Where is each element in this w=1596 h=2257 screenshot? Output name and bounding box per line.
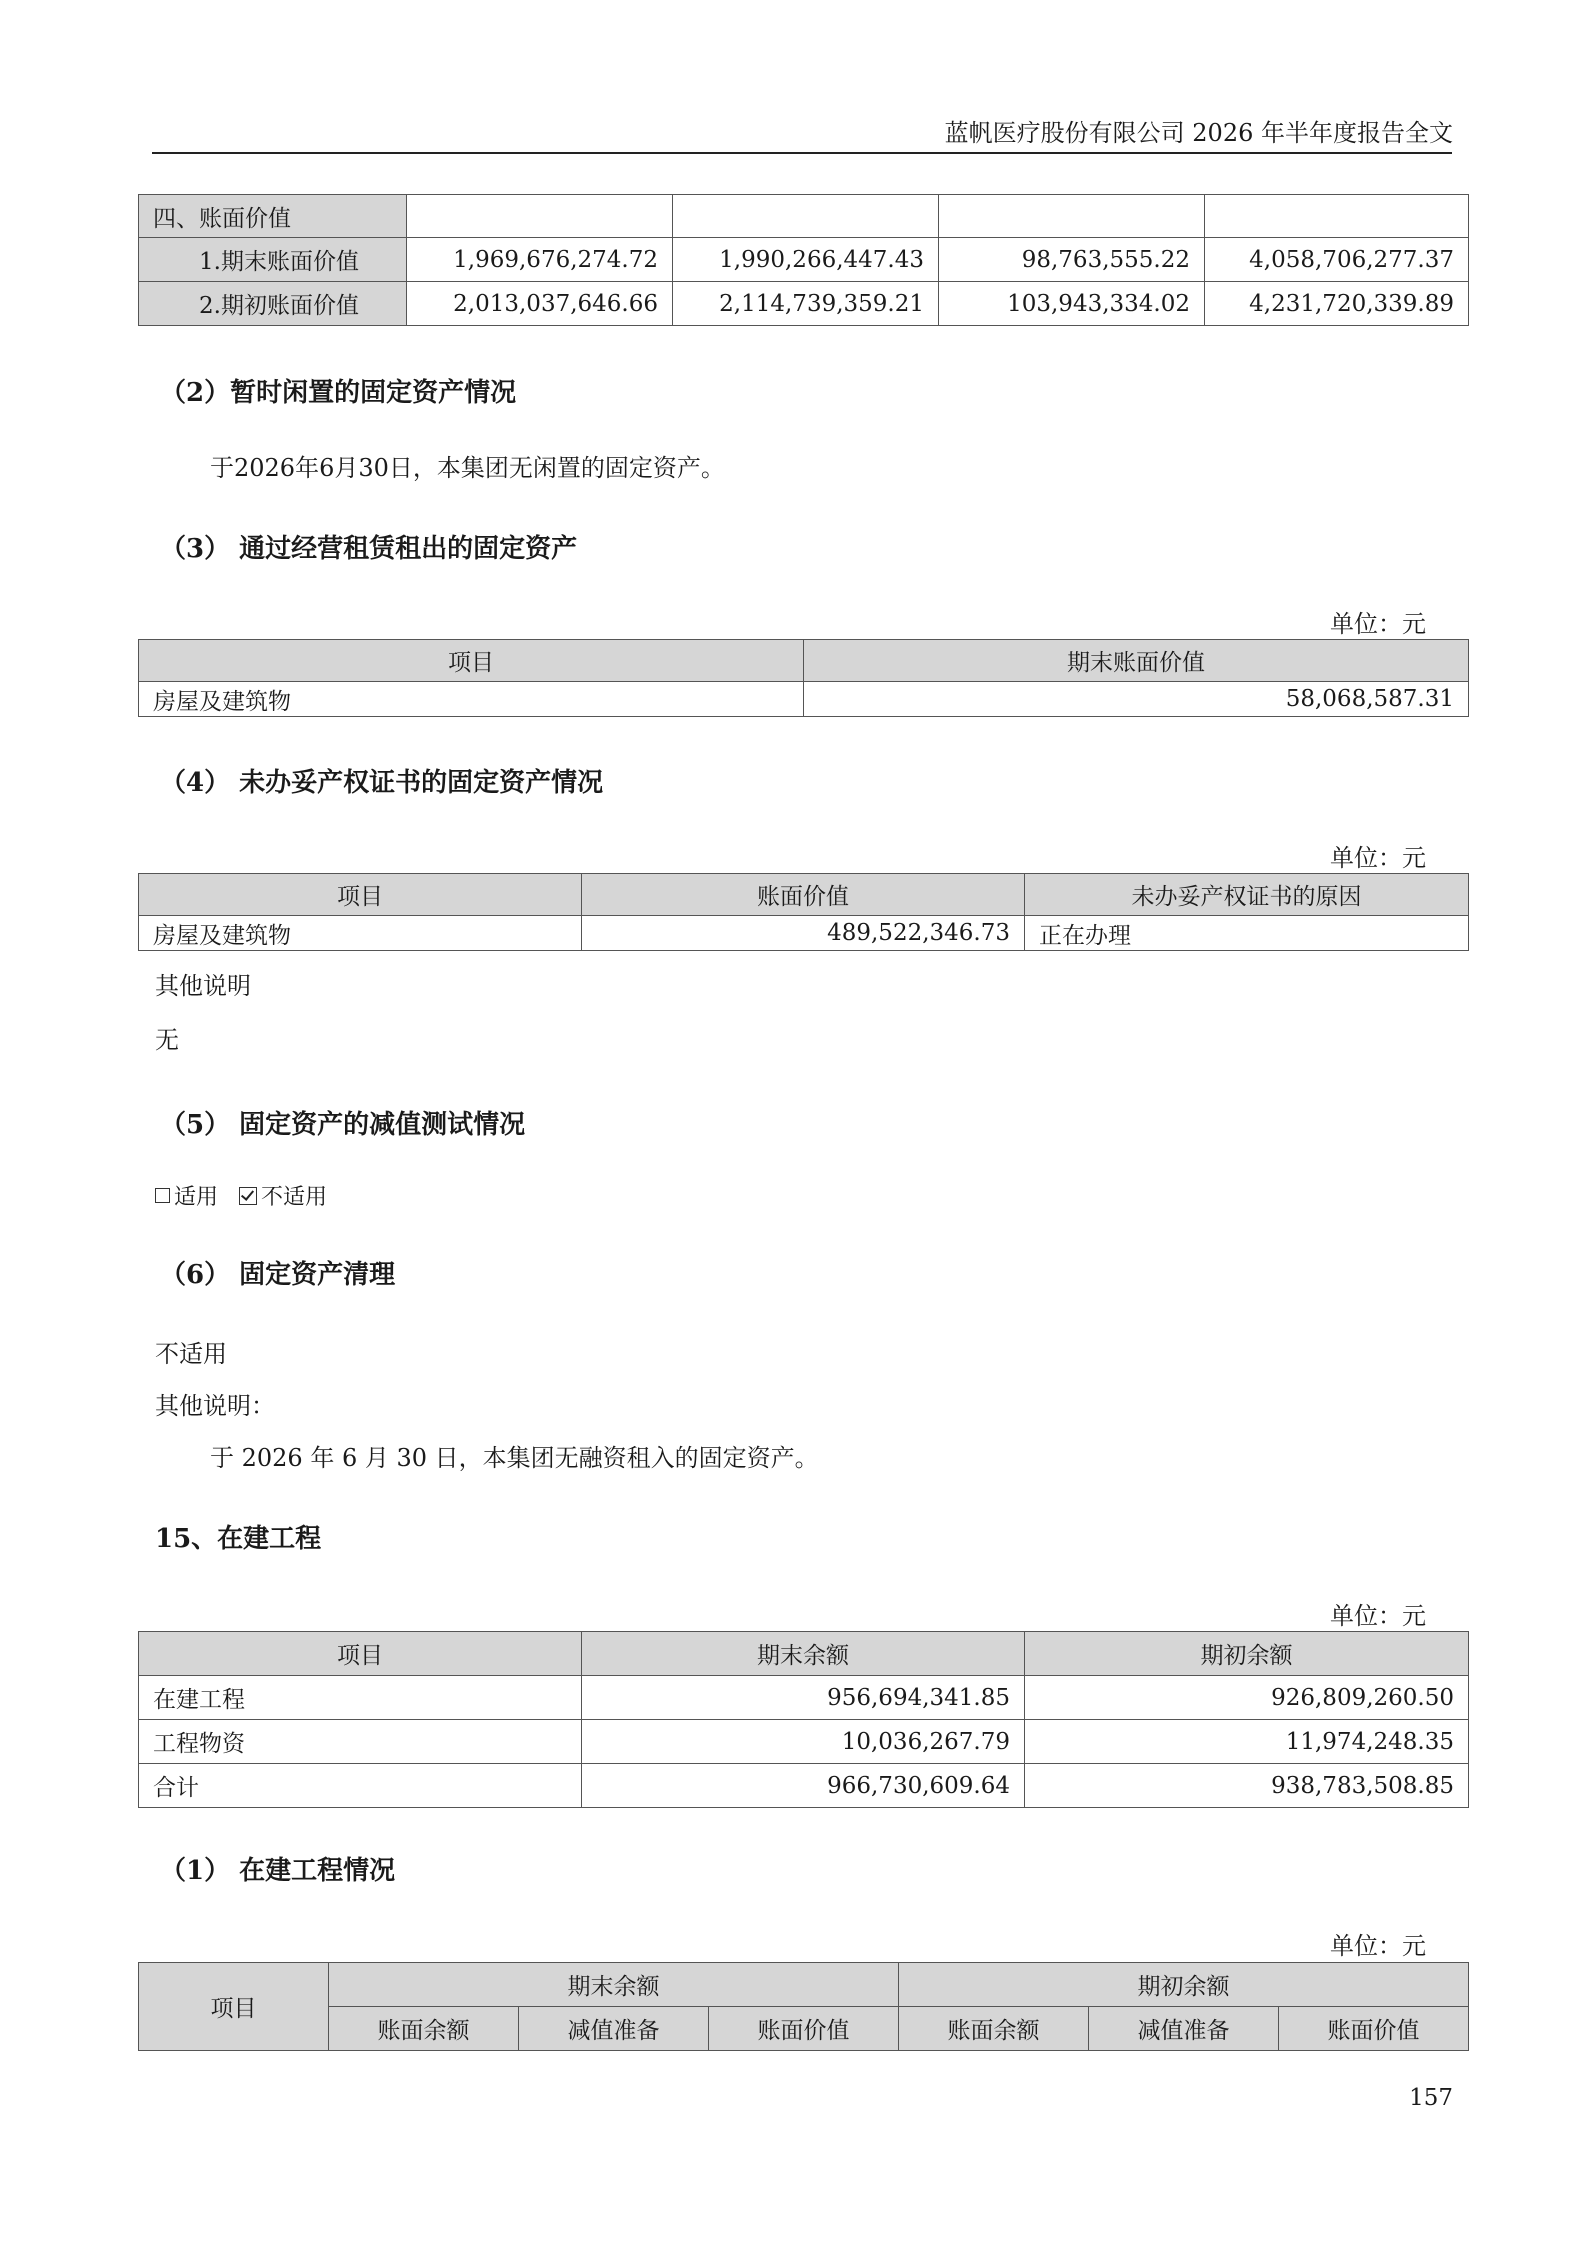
table-cell: 489,522,346.73 — [582, 916, 1025, 951]
table-cell: 1,990,266,447.43 — [673, 238, 939, 282]
column-header: 期末余额 — [582, 1632, 1025, 1676]
table-cell: 103,943,334.02 — [939, 282, 1205, 326]
row-label: 1.期末账面价值 — [139, 238, 407, 282]
construction-in-progress-table — [138, 1631, 1469, 1808]
unit-label: 单位：元 — [1330, 1932, 1426, 1960]
column-group-header: 期初余额 — [899, 1963, 1469, 2007]
finance-lease-text: 于 2026 年 6 月 30 日，本集团无融资租入的固定资产。 — [210, 1444, 819, 1472]
table-cell: 58,068,587.31 — [804, 682, 1469, 717]
column-header: 减值准备 — [1089, 2007, 1279, 2051]
table-header-row — [139, 640, 1469, 682]
applicability-options — [155, 1180, 327, 1211]
table-cell — [673, 195, 939, 238]
table-cell: 956,694,341.85 — [582, 1676, 1025, 1720]
table-cell: 1,969,676,274.72 — [407, 238, 673, 282]
column-header: 项目 — [139, 640, 804, 682]
table-cell — [939, 195, 1205, 238]
column-header: 账面余额 — [899, 2007, 1089, 2051]
table-row — [139, 195, 1469, 238]
column-header: 减值准备 — [519, 2007, 709, 2051]
page-number: 157 — [1409, 2085, 1453, 2111]
column-header: 账面价值 — [1279, 2007, 1469, 2051]
idle-assets-text: 于2026年6月30日，本集团无闲置的固定资产。 — [210, 454, 725, 482]
table-cell: 4,058,706,277.37 — [1205, 238, 1469, 282]
table-header-row — [139, 874, 1469, 916]
table-cell: 合计 — [139, 1764, 582, 1808]
table-subheader-row — [139, 2007, 1469, 2051]
table-row — [139, 916, 1469, 951]
table-row — [139, 238, 1469, 282]
row-label: 四、账面价值 — [139, 195, 407, 238]
column-header: 期初余额 — [1025, 1632, 1469, 1676]
table-cell: 4,231,720,339.89 — [1205, 282, 1469, 326]
table-cell: 98,763,555.22 — [939, 238, 1205, 282]
header-divider — [152, 152, 1452, 154]
table-row — [139, 682, 1469, 717]
unchecked-box-icon — [155, 1188, 170, 1203]
table-cell: 938,783,508.85 — [1025, 1764, 1469, 1808]
column-header: 期末账面价值 — [804, 640, 1469, 682]
column-header: 项目 — [139, 1963, 329, 2051]
table-cell: 10,036,267.79 — [582, 1720, 1025, 1764]
table-cell: 正在办理 — [1025, 916, 1469, 951]
section-heading-asset-disposal: （6） 固定资产清理 — [160, 1260, 396, 1290]
section-heading-construction-details: （1） 在建工程情况 — [160, 1856, 396, 1886]
unit-label: 单位：元 — [1330, 610, 1426, 638]
table-cell: 926,809,260.50 — [1025, 1676, 1469, 1720]
column-header: 项目 — [139, 1632, 582, 1676]
unit-label: 单位：元 — [1330, 1602, 1426, 1630]
section-heading-leased-assets: （3） 通过经营租赁租出的固定资产 — [160, 534, 578, 564]
column-header: 项目 — [139, 874, 582, 916]
table-header-row — [139, 1632, 1469, 1676]
report-header-title: 蓝帆医疗股份有限公司 2026 年半年度报告全文 — [944, 119, 1453, 147]
no-certificate-table — [138, 873, 1469, 951]
table-cell: 2,114,739,359.21 — [673, 282, 939, 326]
other-notes-text: 无 — [155, 1026, 179, 1054]
construction-details-table — [138, 1962, 1469, 2051]
option-not-applicable: 不适用 — [261, 1185, 328, 1210]
column-header: 账面价值 — [582, 874, 1025, 916]
column-header: 账面余额 — [329, 2007, 519, 2051]
table-cell: 房屋及建筑物 — [139, 916, 582, 951]
table-row — [139, 282, 1469, 326]
disposal-status: 不适用 — [155, 1340, 227, 1368]
unit-label: 单位：元 — [1330, 844, 1426, 872]
column-header: 未办妥产权证书的原因 — [1025, 874, 1469, 916]
row-label: 2.期初账面价值 — [139, 282, 407, 326]
table-cell: 在建工程 — [139, 1676, 582, 1720]
section-heading-idle-assets: （2）暂时闲置的固定资产情况 — [160, 378, 517, 408]
option-applicable: 适用 — [174, 1185, 219, 1210]
column-header: 账面价值 — [709, 2007, 899, 2051]
table-cell: 房屋及建筑物 — [139, 682, 804, 717]
table-cell — [407, 195, 673, 238]
section-heading-impairment-test: （5） 固定资产的减值测试情况 — [160, 1110, 526, 1140]
book-value-table — [138, 194, 1469, 326]
table-cell: 11,974,248.35 — [1025, 1720, 1469, 1764]
other-notes-label: 其他说明： — [155, 1392, 275, 1420]
leased-assets-table — [138, 639, 1469, 717]
table-row — [139, 1676, 1469, 1720]
section-heading-no-title-certificate: （4） 未办妥产权证书的固定资产情况 — [160, 768, 604, 798]
column-group-header: 期末余额 — [329, 1963, 899, 2007]
table-cell: 工程物资 — [139, 1720, 582, 1764]
checked-box-icon — [239, 1187, 257, 1205]
other-notes-label: 其他说明 — [155, 972, 251, 1000]
table-cell — [1205, 195, 1469, 238]
table-header-row — [139, 1963, 1469, 2007]
table-row — [139, 1720, 1469, 1764]
table-row — [139, 1764, 1469, 1808]
table-cell: 966,730,609.64 — [582, 1764, 1025, 1808]
table-cell: 2,013,037,646.66 — [407, 282, 673, 326]
section-heading-construction-in-progress: 15、在建工程 — [155, 1524, 322, 1554]
